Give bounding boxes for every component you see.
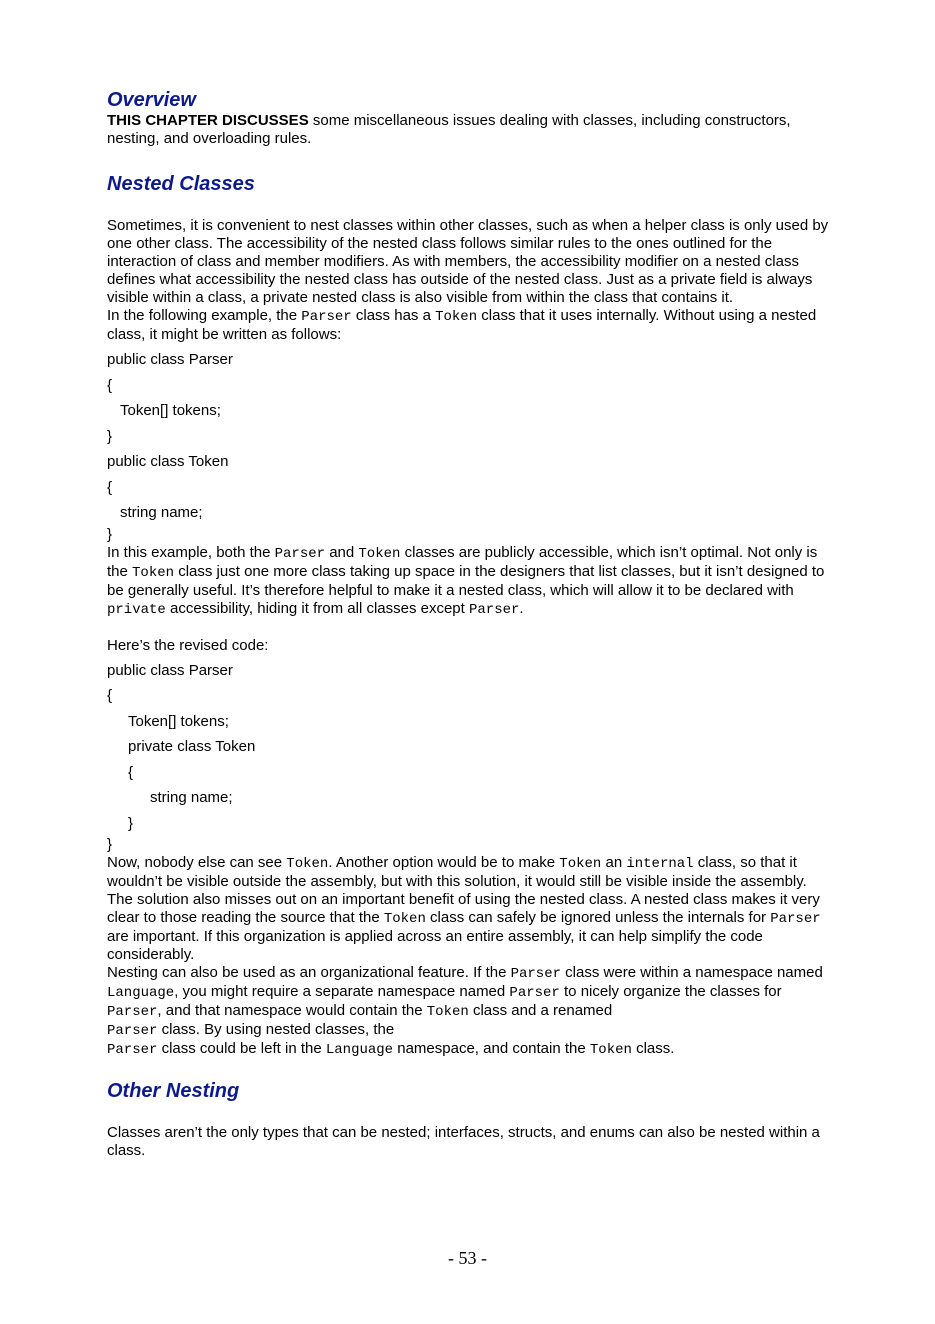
nested-para-3: In this example, both the Parser and Token classes are publicly accessible, which isn’t optimal. Not only is the Token class just one more class taking up space in the designers that list classes, but it isn’t designed to be generally useful. It’s therefore helpful to make it a nested class, which will allow it to be declared with private accessibility, hiding it from all classes except Parser. [107,543,825,618]
code-line: string name; [150,789,233,806]
code-line: { [107,478,113,496]
overview-heading: Overview [107,89,196,111]
overview-paragraph [107,112,837,148]
nested-para-1: Sometimes, it is convenient to nest classes within other classes, such as when a helper class is only used by one other class. The accessibility of the nested class follows similar rules to the ones outlined for the interaction of class and member modifiers. As with members, the accessibility modifier on a nested class defines what accessibility the nested class has outside of the nested class. Just as a private field is always visible within a class, a private nested class is also visible from within the class that contains it. [107,217,829,306]
code-line: Token[] tokens; [128,712,229,730]
inline-code: Parser [770,911,821,927]
nested-para-7: Nesting can also be used as an organizational feature. If the Parser class were within a namespace named Language, you might require a separate namespace named Parser to nicely organize the classes for Parser, and that namespace would contain the Token class and a renamed Parser class. By using nested classes, the Parser class could be left in the Language namespace, and contain the Token class. [107,964,823,1058]
inline-code: Token [435,309,478,325]
inline-code: Parser [301,309,352,325]
nested-para-5: Now, nobody else can see Token. Another option would be to make Token an internal class, so that it wouldn’t be visible outside the assembly, but with this solution, it would still be visible inside the assembly. [107,854,807,890]
inline-code: Parser [107,1004,158,1020]
inline-code: Parser [107,1042,158,1058]
inline-code: Parser [468,601,520,618]
inline-code: Token [132,564,175,581]
code-line: string name; [120,504,203,521]
inline-code: Token [559,856,602,872]
document-page [107,88,837,1160]
code-line: } [128,814,134,832]
inline-code: Token [286,856,329,872]
nested-para-4: Here’s the revised code: [107,636,269,654]
code-line: public class Parser [107,351,233,368]
inline-code: Parser [274,545,326,562]
inline-code: Parser [510,966,562,982]
nested-para-6: The solution also misses out on an important benefit of using the nested class. A nested class makes it very clear to those reading the source that the Token class can safely be ignored unless the internals for Parser are important. If this organization is applied across an entire assembly, it can help simplify the code considerably. [107,891,821,963]
inline-code: Language [325,1042,394,1058]
code-line: public class Token [107,453,229,470]
nested-para-2: In the following example, the Parser class has a Token class that it uses internally. Without using a nested class, it might be written as follows: [107,307,817,343]
code-line: { [107,687,113,704]
overview-text: some miscellaneous issues dealing with classes, including constructors, nesting, and overloading rules. [107,112,791,147]
page-number: - 53 - [448,1248,487,1268]
inline-code: Parser [509,985,560,1001]
inline-code: Token [589,1042,632,1058]
other-nesting-paragraph: Classes aren’t the only types that can be nested; interfaces, structs, and enums can also be nested within a class. [107,1124,820,1159]
inline-code: Token [426,1004,469,1020]
code-line: { [107,376,113,394]
code-line: } [107,427,113,445]
code-line: } [107,525,113,543]
code-line: { [128,763,134,781]
inline-code: Token [358,545,401,562]
code-block-2 [107,658,837,855]
code-block-1 [107,347,837,544]
overview-lead: THIS CHAPTER DISCUSSES [107,112,309,129]
inline-code: internal [626,856,694,872]
inline-code: Parser [107,1023,158,1039]
code-line: } [107,836,113,853]
code-line: Token[] tokens; [120,402,221,419]
inline-code: private [107,601,166,618]
code-line: public class Parser [107,661,233,679]
inline-code: Language [107,985,175,1001]
inline-code: Token [383,911,426,927]
nested-classes-heading: Nested Classes [107,173,255,195]
code-line: private class Token [128,738,256,755]
other-nesting-heading: Other Nesting [107,1080,240,1102]
